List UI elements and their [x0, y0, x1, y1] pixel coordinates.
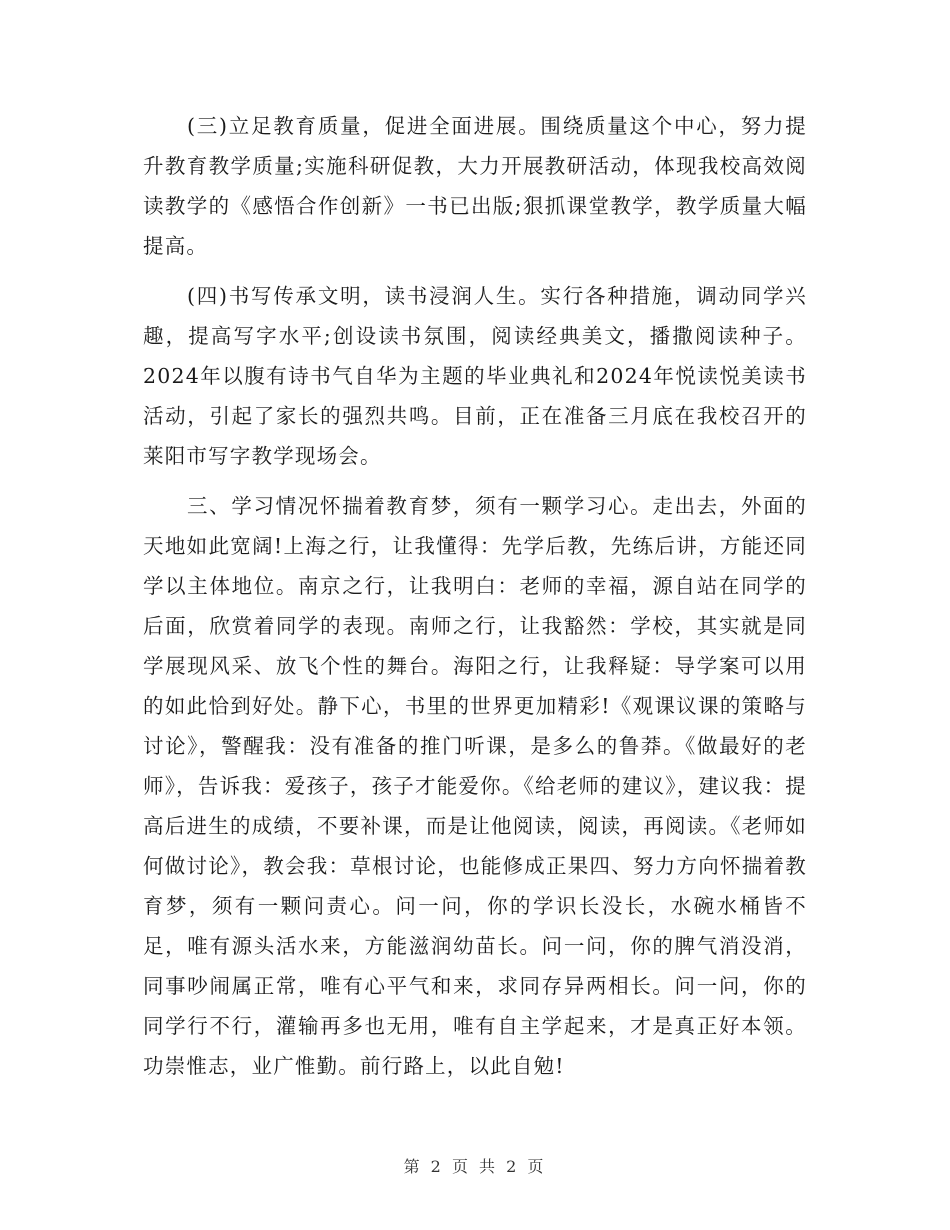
paragraph-section-three-quality: (三)立足教育质量，促进全面进展。围绕质量这个中心，努力提升教育教学质量;实施科研促教，大力开展教研活动，体现我校高效阅读教学的《感悟合作创新》一书已出版;狠抓课堂教学，教学质量大幅提高。: [143, 114, 807, 258]
document-body: [143, 106, 807, 1096]
paragraph-learning-and-direction: 三、学习情况怀揣着教育梦，须有一颗学习心。走出去，外面的天地如此宽阔!上海之行，让我懂得：先学后教，先练后讲，方能还同学以主体地位。南京之行，让我明白：老师的幸福，源自站在同学的后面，欣赏着同学的表现。南师之行，让我豁然：学校，其实就是同学展现风采、放飞个性的舞台。海阳之行，让我释疑：导学案可以用的如此恰到好处。静下心，书里的世界更加精彩!《观课议课的策略与讨论》，警醒我：没有准备的推门听课，是多么的鲁莽。《做最好的老师》，告诉我：爱孩子，孩子才能爱你。《给老师的建议》，建议我：提高后进生的成绩，不要补课，而是让他阅读，阅读，再阅读。《老师如何做讨论》，教会我：草根讨论，也能修成正果四、努力方向怀揣着教育梦，须有一颗问责心。问一问，你的学识长没长，水碗水桶皆不足，唯有源头活水来，方能滋润幼苗长。问一问，你的脾气消没消，同事吵闹属正常，唯有心平气和来，求同存异两相长。问一问，你的同学行不行，灌输再多也无用，唯有自主学起来，才是真正好本领。功崇惟志，业广惟勤。前行路上，以此自勉!: [143, 494, 807, 1078]
paragraph-section-four-writing: (四)书写传承文明，读书浸润人生。实行各种措施，调动同学兴趣，提高写字水平;创设读书氛围，阅读经典美文，播撒阅读种子。2024年以腹有诗书气自华为主题的毕业典礼和2024年悦读悦美读书活动，引起了家长的强烈共鸣。目前，正在准备三月底在我校召开的莱阳市写字教学现场会。: [143, 284, 807, 468]
page-number-footer: 第 2 页 共 2 页: [403, 1157, 547, 1176]
